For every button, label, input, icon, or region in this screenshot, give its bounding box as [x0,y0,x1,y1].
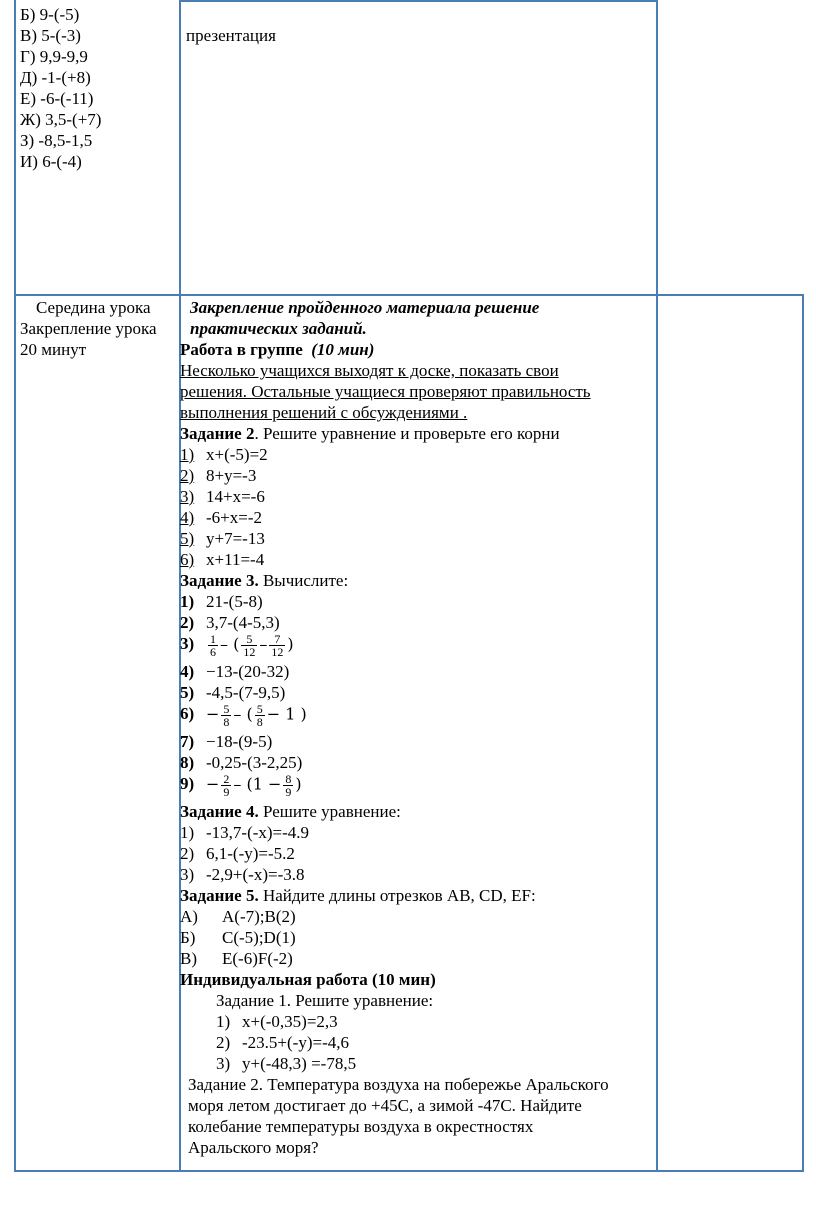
list-item: В) E(-6)F(-2) [180,949,293,968]
list-item: 3) 14+x=-6 [180,487,265,506]
individual-task2-line: Аральского моря? [188,1138,319,1157]
fraction: $\frac{5}{12}$ [243,632,256,659]
list-item: Б) 9-(-5) [20,5,80,24]
task3-title: Задание 3. Вычислите: [180,571,349,590]
list-item: 1) -13,7-(-x)=-4.9 [180,823,310,842]
fraction: $\frac{7}{12}$ [271,632,284,659]
fraction: $\frac{8}{9}$ [285,772,292,799]
border-col2 [656,294,658,1172]
list-item: 2) 6,1-(-y)=-5.2 [180,844,295,863]
border-bottom [14,1170,804,1172]
border-left [14,294,16,1172]
list-item: И) 6-(-4) [20,152,82,171]
fraction: $\frac{5}{8}$ [256,702,263,729]
group-desc-line: Несколько учащихся выходят к доске, показать свои [180,361,559,380]
list-item: Е) -6-(-11) [20,89,94,108]
list-item: 3) y+(-48,3) =-78,5 [216,1054,357,1073]
individual-title: Индивидуальная работа (10 мин) [180,970,436,989]
stage-line: Середина урока [36,298,151,317]
task2-title: Задание 2. Решите уравнение и проверьте его корни [180,424,560,443]
list-item: 9) − $\frac{2}{9}$ – (1 − $\frac{8}{9}$ ) [180,772,302,799]
border-right [802,294,804,1172]
list-item: 5) y+7=-13 [180,529,265,548]
task4-title: Задание 4. Решите уравнение: [180,802,401,821]
list-item: 2) -23.5+(-y)=-4,6 [216,1033,349,1052]
border-col1-top [179,0,181,295]
border-top [179,0,658,2]
fraction: $\frac{5}{8}$ [223,702,230,729]
list-item: 7) −18-(9-5) [180,732,273,751]
resource-text: презентация [186,26,276,45]
top-row-list [20,4,101,172]
list-item: 4) −13-(20-32) [180,662,290,681]
individual-task2-line: моря летом достигает до +45С, а зимой -47С. Найдите [188,1096,582,1115]
section-heading: Закрепление пройденного материала решение [190,298,540,317]
group-desc-line: выполнения решений с обсуждениями . [180,403,468,422]
border-left-top [14,0,16,295]
list-item: 1) x+(-5)=2 [180,445,268,464]
list-item: Б) C(-5);D(1) [180,928,296,947]
list-item: З) -8,5-1,5 [20,131,93,150]
list-item: 1) x+(-0,35)=2,3 [216,1012,338,1031]
list-item: 8) -0,25-(3-2,25) [180,753,303,772]
stage-line: Закрепление урока [20,319,157,338]
fraction: $\frac{1}{6}$ [210,632,216,659]
section-heading: практических заданий. [190,319,367,338]
group-desc-line: решения. Остальные учащиеся проверяют правильность [180,382,591,401]
group-work-title: Работа в группе (10 мин) [180,340,375,359]
list-item: 5) -4,5-(7-9,5) [180,683,286,702]
list-item: Ж) 3,5-(+7) [20,110,102,129]
task5-title: Задание 5. Найдите длины отрезков АВ, CD, EF: [180,886,536,905]
fraction: $\frac{2}{9}$ [223,772,230,799]
list-item: 6) x+11=-4 [180,550,265,569]
list-item: 2) 3,7-(4-5,3) [180,613,280,632]
list-item: А) A(-7);B(2) [180,907,296,926]
list-item: 1) 21-(5-8) [180,592,263,611]
list-item: В) 5-(-3) [20,26,81,45]
list-item: 4) -6+x=-2 [180,508,262,527]
individual-task1: Задание 1. Решите уравнение: [216,991,434,1010]
lesson-content [180,297,609,1158]
individual-task2-line: колебание температуры воздуха в окрестностях [188,1117,534,1136]
individual-task2-line: Задание 2. Температура воздуха на побережье Аральского [188,1075,609,1094]
list-item: 2) 8+y=-3 [180,466,257,485]
border-row-divider [14,294,804,296]
lesson-stage [20,297,157,360]
list-item: Г) 9,9-9,9 [20,47,88,66]
border-col2-top [656,0,658,295]
list-item: 3) $\frac{1}{6}$ – ( $\frac{5}{12}$ – $\frac{7}{12}$ ) [180,632,294,659]
list-item: 3) -2,9+(-x)=-3.8 [180,865,305,884]
stage-line: 20 минут [20,340,87,359]
list-item: Д) -1-(+8) [20,68,91,87]
list-item: 6) − $\frac{5}{8}$ – ( $\frac{5}{8}$ − 1 ) [180,702,307,729]
